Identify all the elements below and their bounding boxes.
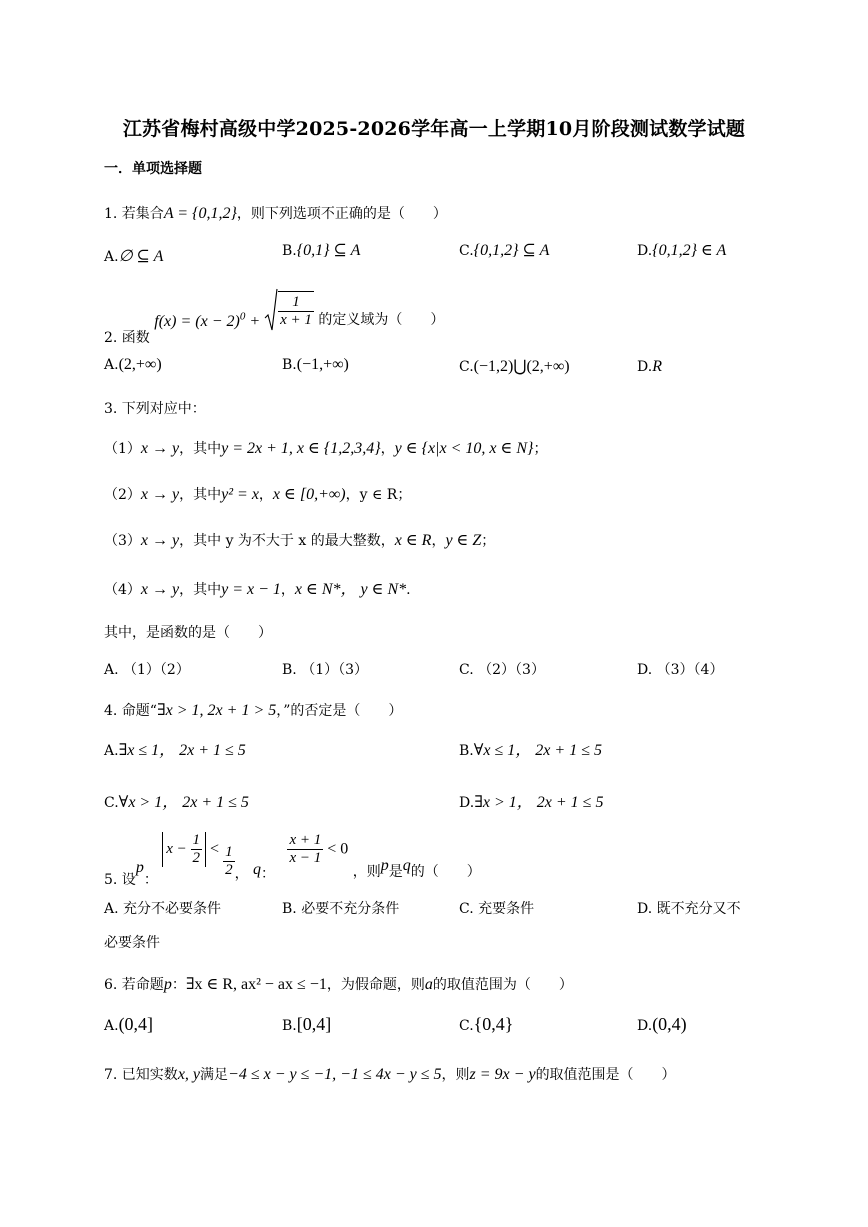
sqrt-expression: $\frac{1}{x + 1}$ [264, 288, 314, 332]
question-1: 1. 若集合A = {0,1,2}，则下列选项不正确的是（ ） [104, 205, 447, 222]
q6-option-a: A.(0,4] [104, 1014, 154, 1034]
section-heading: 一．单项选择题 [104, 161, 202, 177]
question-7: 7. 已知实数x, y满足−4 ≤ x − y ≤ −1, −1 ≤ 4x − y ≤ 5，则z = 9x − y的取值范围是（ ） [104, 1066, 676, 1083]
q4-option-b: B.∀x ≤ 1， 2x + 1 ≤ 5 [459, 742, 602, 759]
q6-option-d: D.(0,4) [637, 1014, 687, 1034]
question-3-item-2: （2）x → y，其中y² = x，x ∈ [0,+∞)，y ∈ R； [104, 486, 412, 503]
question-3-stem: 3. 下列对应中： [104, 401, 206, 417]
q2-option-b: B.(−1,+∞) [282, 356, 349, 373]
q4-option-c: C.∀x > 1， 2x + 1 ≤ 5 [104, 794, 249, 811]
q4-option-d: D.∃x > 1， 2x + 1 ≤ 5 [459, 794, 604, 811]
q1-option-c: C.{0,1,2} ⊆ A [459, 242, 550, 259]
question-3-item-1: （1）x → y，其中y = 2x + 1, x ∈ {1,2,3,4}，y ∈ {x|x < 10, x ∈ N}； [104, 440, 548, 457]
q4-option-a: A.∃x ≤ 1， 2x + 1 ≤ 5 [104, 742, 246, 759]
q6-option-b: B.[0,4] [282, 1014, 332, 1034]
q5-option-c: C. 充要条件 [459, 901, 535, 917]
math-expression: A = {0,1,2} [163, 205, 237, 222]
q2-option-c: C.(−1,2)⋃(2,+∞) [459, 358, 570, 375]
question-5: 5. 设p： x − $\frac{1}{2}$ < $\frac{1}{2}$ ， q： $\frac{x + 1}{x - 1}$ < 0 ，则p是q的（ ） [104, 832, 481, 888]
page-title: 江苏省梅村高级中学2025-2026学年高一上学期10月阶段测试数学试题 [122, 118, 746, 140]
sqrt-sign-icon [264, 288, 278, 332]
q1-option-d: D.{0,1,2} ∈ A [637, 242, 727, 259]
q1-option-b: B.{0,1} ⊆ A [282, 242, 361, 259]
q2-option-a: A.(2,+∞) [104, 356, 162, 373]
q6-option-c: C.{0,4} [459, 1014, 514, 1034]
q5-option-a: A. 充分不必要条件 [104, 901, 222, 917]
q3-option-a: A. （1）（2） [104, 662, 190, 678]
q5-option-b: B. 必要不充分条件 [282, 901, 400, 917]
question-2: 2. 函数 $f(x) = (x - 2)^0$ + $\frac{1}{x + 1}$ 的定义域为（ ） [104, 288, 444, 332]
math-expression: $f(x) = (x - 2)^0$ + [154, 310, 265, 330]
q3-option-b: B. （1）（3） [282, 662, 369, 678]
question-6: 6. 若命题p：∃x ∈ R, ax² − ax ≤ −1，为假命题，则a的取值范围为（ ） [104, 976, 573, 993]
question-3-ask: 其中，是函数的是（ ） [104, 625, 272, 641]
q5-option-d-wrap: 必要条件 [104, 935, 160, 951]
question-3-item-3: （3）x → y，其中 y 为不大于 x 的最大整数，x ∈ R，y ∈ Z； [104, 532, 496, 549]
question-3-item-4: （4）x → y，其中y = x − 1，x ∈ N*， y ∈ N*. [104, 581, 411, 598]
q3-option-d: D. （3）（4） [637, 662, 724, 678]
q5-option-d: D. 既不充分又不 [637, 901, 741, 917]
q3-option-c: C. （2）（3） [459, 662, 545, 678]
q1-option-a: A.∅ ⊆ A [104, 248, 164, 265]
absolute-value: x − $\frac{1}{2}$ [162, 832, 206, 867]
q2-option-d: D.R [637, 358, 662, 375]
question-4: 4. 命题“∃x > 1, 2x + 1 > 5，”的否定是（ ） [104, 702, 403, 719]
